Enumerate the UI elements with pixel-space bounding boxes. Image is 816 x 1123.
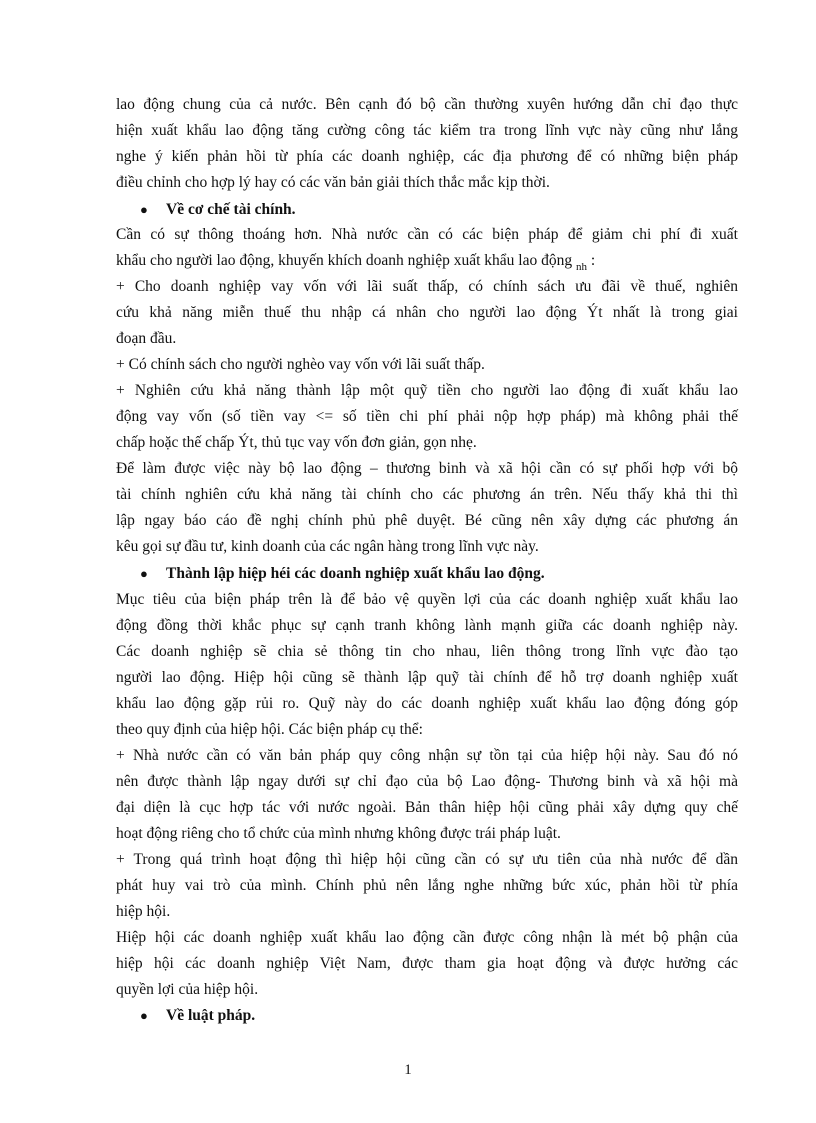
text-line: Cần có sự thông thoáng hơn. Nhà nước cần có các biện pháp để giảm chi phí đi xuất (116, 226, 738, 243)
bullet-icon: ● (140, 1008, 148, 1023)
text-line: điều chỉnh cho hợp lý hay có các văn bản giải thích thắc mắc kịp thời. (116, 174, 550, 191)
bullet-icon: ● (140, 202, 148, 217)
text-line: Để làm được việc này bộ lao động – thương binh và xã hội cần có sự phối hợp với bộ (116, 460, 738, 477)
page-number: 1 (404, 1062, 412, 1078)
section-heading-association (140, 562, 545, 586)
text-line: Các doanh nghiệp sẽ chia sẻ thông tin cho nhau, liên thông trong lĩnh vực đào tạo (116, 643, 738, 660)
text-line: nghe ý kiến phản hồi từ phía các doanh nghiệp, các địa phương để có những biện pháp (116, 148, 738, 165)
paragraph-intro (116, 92, 738, 196)
text-line: chấp hoặc thế chấp Ýt, thủ tục vay vốn đơn giản, gọn nhẹ. (116, 434, 477, 451)
heading-text: Thành lập hiệp héi các doanh nghiệp xuất khẩu lao động. (166, 565, 545, 582)
text-line: khẩu lao động gặp rủi ro. Quỹ này do các doanh nghiệp xuất khẩu lao động đóng góp (116, 695, 738, 712)
text-line: + Trong quá trình hoạt động thì hiệp hội cũng cần có sự ưu tiên của nhà nước để dần (116, 851, 738, 868)
section-heading-finance (140, 198, 296, 222)
text-line: cứu khả năng miễn thuế thu nhập cá nhân cho người lao động Ýt nhất là trong giai (116, 304, 738, 321)
text-line: động vay vốn (số tiền vay <= số tiền chi phí phải nộp hợp pháp) mà không phải thế (116, 408, 738, 425)
text-line: hoạt động riêng cho tổ chức của mình nhưng không được trái pháp luật. (116, 825, 561, 842)
text-line: quyền lợi của hiệp hội. (116, 981, 259, 998)
subscript-fragment: nh (575, 261, 587, 273)
section-heading-law (140, 1004, 255, 1028)
heading-text: Về luật pháp. (166, 1007, 256, 1024)
text-line: hiện xuất khẩu lao động tăng cường công tác kiểm tra trong lĩnh vực này cũng như lắng (116, 122, 738, 139)
text-line: hiệp hội các doanh nghiệp Việt Nam, được tham gia hoạt động và được hưởng các (116, 955, 738, 972)
text-line: + Có chính sách cho người nghèo vay vốn với lãi suất thấp. (116, 356, 485, 373)
text-line: + Cho doanh nghiệp vay vốn với lãi suất thấp, có chính sách ưu đãi về thuế, nghiên (116, 278, 738, 295)
bullet-icon: ● (140, 566, 148, 581)
paragraph-association (116, 587, 738, 1003)
text-line: đại diện là cục hợp tác với nước ngoài. Bản thân hiệp hội cũng phải xây dựng quy chế (116, 799, 738, 816)
text-line (116, 248, 738, 274)
text-line: hiệp hội. (116, 903, 171, 920)
text-colon: : (590, 252, 596, 269)
text-line: động đồng thời khắc phục sự cạnh tranh không lành mạnh giữa các doanh nghiệp này. (116, 617, 738, 634)
text-line: đoạn đầu. (116, 330, 177, 347)
paragraph-finance (116, 222, 738, 560)
text-line: + Nghiên cứu khả năng thành lập một quỹ tiền cho người lao động đi xuất khẩu lao (116, 382, 738, 399)
text-line: nên được thành lập ngay dưới sự chỉ đạo của bộ Lao động- Thương binh và xã hội mà (116, 773, 738, 790)
text-line: người lao động. Hiệp hội cũng sẽ thành lập quỹ tài chính để hỗ trợ doanh nghiệp xuất (116, 669, 738, 686)
text-line: lập ngay báo cáo đề nghị chính phủ phê duyệt. Bé cũng nên xây dựng các phương án (116, 512, 738, 529)
text-line: Hiệp hội các doanh nghiệp xuất khẩu lao động cần được công nhận là mét bộ phận của (116, 929, 738, 946)
text-line: lao động chung của cả nước. Bên cạnh đó bộ cần thường xuyên hướng dẫn chỉ đạo thực (116, 96, 738, 113)
text-line: Mục tiêu của biện pháp trên là để bảo vệ quyền lợi của các doanh nghiệp xuất khẩu lao (116, 591, 738, 608)
text-segment: khẩu cho người lao động, khuyến khích doanh nghiệp xuất khẩu lao động (116, 252, 573, 269)
text-line: theo quy định của hiệp hội. Các biện pháp cụ thể: (116, 721, 423, 738)
text-line: kêu gọi sự đầu tư, kinh doanh của các ngân hàng trong lĩnh vực này. (116, 538, 539, 555)
text-line: + Nhà nước cần có văn bản pháp quy công nhận sự tồn tại của hiệp hội này. Sau đó nó (116, 747, 738, 764)
text-line: phát huy vai trò của mình. Chính phủ nên lắng nghe những bức xúc, phản hồi từ phía (116, 877, 738, 894)
heading-text: Về cơ chế tài chính. (166, 201, 296, 218)
text-line: tài chính nghiên cứu khả năng tài chính cho các phương án trên. Nếu thấy khả thi thì (116, 486, 738, 503)
